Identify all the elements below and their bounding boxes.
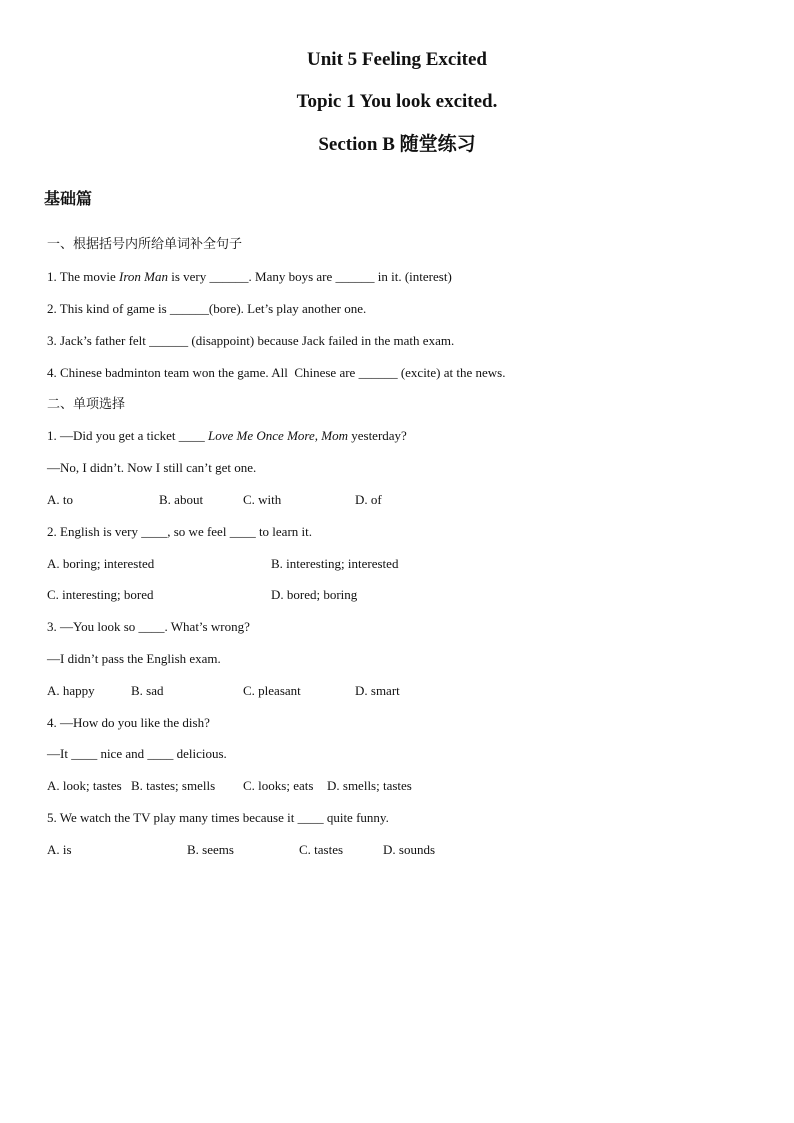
option-a: A. to [47, 492, 73, 507]
option-d: D. smells; tastes [327, 778, 412, 793]
q-text: yesterday? [347, 428, 407, 443]
option-c: C. interesting; bored [47, 587, 154, 602]
q-text: 1. The movie [47, 269, 119, 284]
option-b: B. seems [187, 842, 234, 857]
part1-question-3: 3. Jack’s father felt ______ (disappoint) because Jack failed in the math exam. [47, 333, 455, 348]
part2-question-2: 2. English is very ____, so we feel ____ to learn it. [47, 524, 313, 539]
option-c: C. with [243, 492, 282, 507]
unit-title: Unit 5 Feeling Excited [307, 49, 487, 70]
option-a: A. look; tastes [47, 778, 122, 793]
part1-question-4: 4. Chinese badminton team won the game. All Chinese are ______ (excite) at the news. [47, 365, 506, 380]
part2-question-3-reply: —I didn’t pass the English exam. [47, 651, 221, 666]
part1-question-1 [47, 268, 452, 286]
option-c: C. tastes [299, 842, 344, 857]
part2-question-1 [47, 427, 407, 445]
option-d: D. sounds [383, 842, 436, 857]
option-c: C. looks; eats [243, 778, 314, 793]
option-d: D. of [355, 492, 382, 507]
q-text: is very ______. Many boys are ______ in it. (interest) [167, 269, 452, 284]
option-b: B. interesting; interested [271, 556, 399, 571]
part1-question-2: 2. This kind of game is ______(bore). Let’s play another one. [47, 301, 367, 316]
option-b: B. tastes; smells [131, 778, 216, 793]
part2-question-4-reply: —It ____ nice and ____ delicious. [47, 746, 227, 761]
option-a: A. is [47, 842, 72, 857]
option-b: B. sad [131, 683, 164, 698]
part2-question-5: 5. We watch the TV play many times because it ____ quite funny. [47, 810, 389, 825]
movie-title: Iron Man [118, 269, 168, 284]
q-text: 1. —Did you get a ticket ____ [47, 428, 209, 443]
option-a: A. boring; interested [47, 556, 155, 571]
part1-heading: 一、根据括号内所给单词补全句子 [47, 237, 243, 252]
option-a: A. happy [47, 683, 95, 698]
movie-title: Love Me Once More, Mom [208, 428, 348, 443]
basic-heading: 基础篇 [44, 189, 93, 208]
part2-heading: 二、单项选择 [47, 397, 126, 412]
option-d: D. smart [355, 683, 400, 698]
part2-question-1-reply: —No, I didn’t. Now I still can’t get one. [47, 460, 257, 475]
section-title: Section B 随堂练习 [318, 134, 476, 155]
part2-question-3: 3. —You look so ____. What’s wrong? [47, 619, 250, 634]
option-c: C. pleasant [243, 683, 301, 698]
part2-question-4: 4. —How do you like the dish? [47, 715, 210, 730]
option-d: D. bored; boring [271, 587, 358, 602]
option-b: B. about [159, 492, 204, 507]
topic-title: Topic 1 You look excited. [296, 91, 498, 112]
